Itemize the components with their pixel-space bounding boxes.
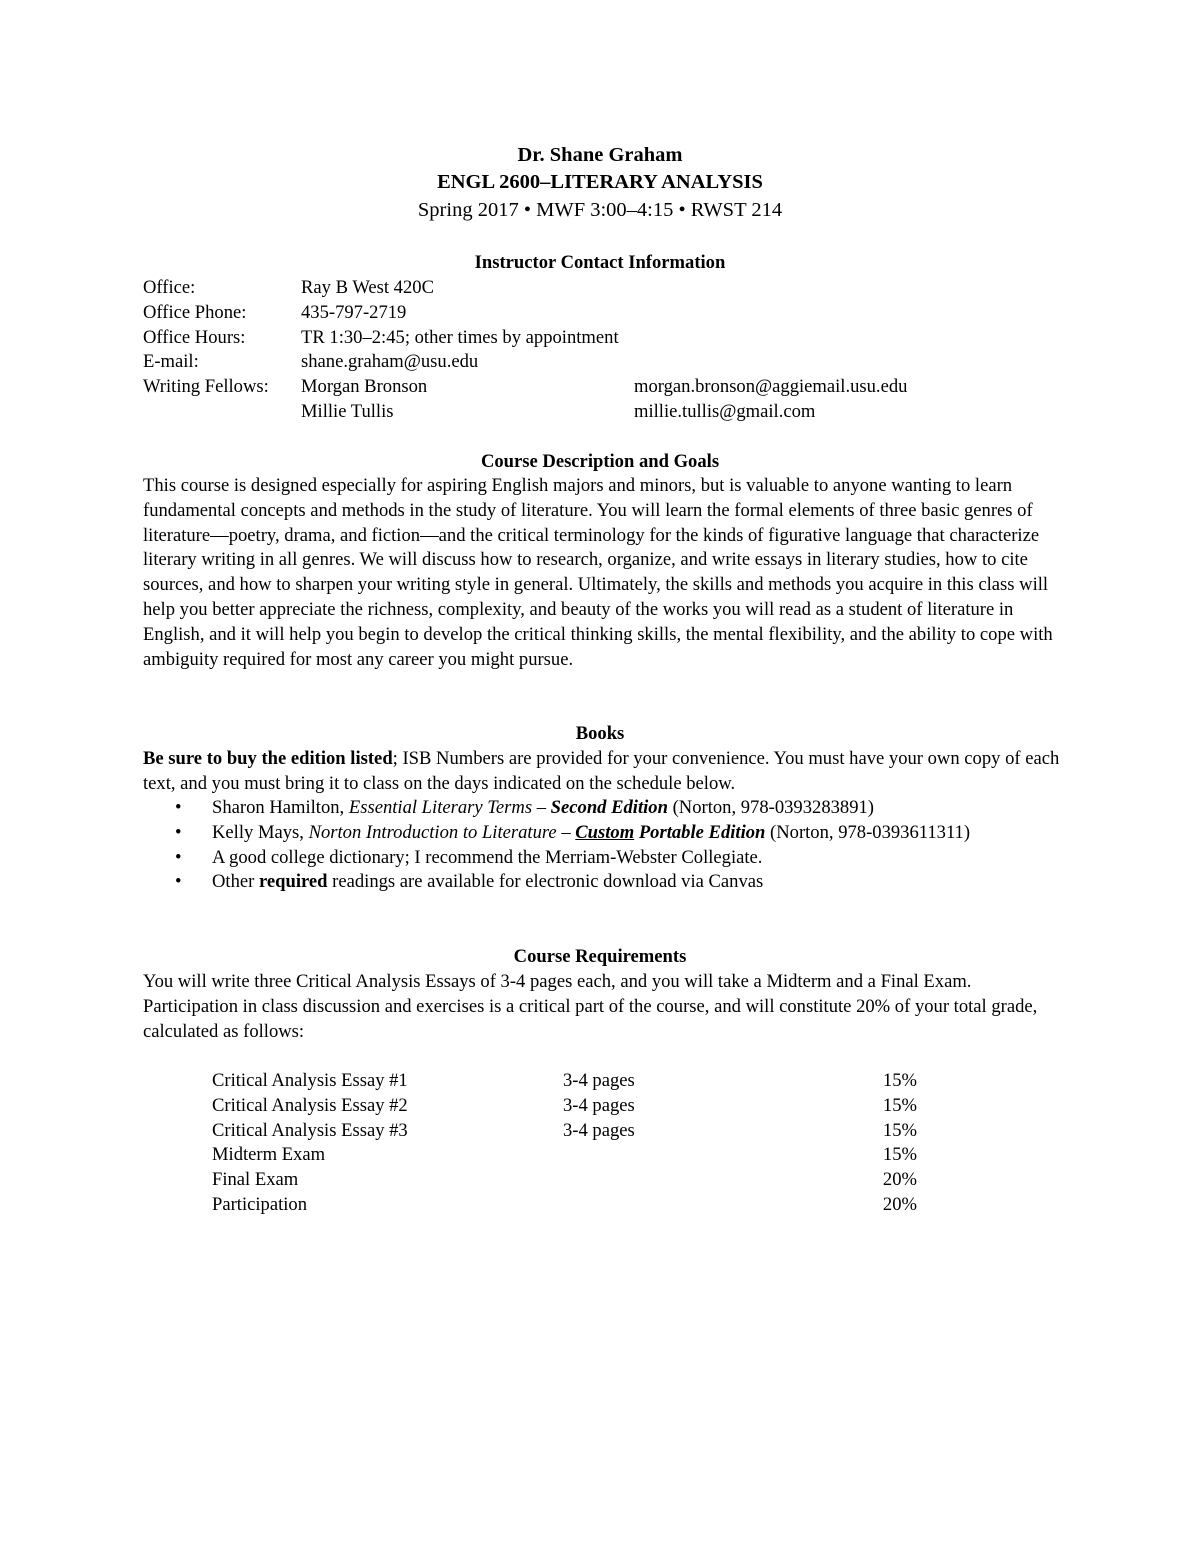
books-intro-text: ; ISB Numbers are provided for your convenience. You must have your own copy of each text, and you must bring it to class on the days indicated on the schedule below.: [143, 748, 1060, 794]
contact-row-fellow-1: [143, 375, 1043, 400]
contact-row-office: [143, 276, 1043, 301]
syllabus-header: [0, 142, 1200, 224]
contact-value: TR 1:30–2:45; other times by appointment: [301, 326, 619, 348]
bullet-icon: •: [175, 871, 182, 893]
contact-label: Writing Fellows:: [143, 376, 269, 398]
grade-weight: 15%: [882, 1070, 917, 1091]
grade-item: Participation: [212, 1193, 308, 1215]
grade-item: Midterm Exam: [212, 1144, 326, 1166]
book-custom-label: Custom: [575, 821, 635, 843]
list-item: [143, 870, 1043, 895]
bullet-icon: •: [175, 846, 182, 868]
list-text: Other: [212, 871, 259, 893]
grade-item: Critical Analysis Essay #1: [212, 1070, 408, 1091]
list-text: readings are available for electronic download via Canvas: [327, 871, 764, 893]
book-title: Norton Introduction to Literature –: [308, 821, 576, 843]
grade-item: Final Exam: [212, 1169, 299, 1191]
description-heading: Course Description and Goals: [480, 451, 720, 472]
book-edition: Second Edition: [550, 797, 668, 818]
list-item: [143, 821, 1043, 846]
grade-weight: 20%: [882, 1193, 917, 1215]
requirements-heading: Course Requirements: [513, 946, 687, 967]
description-paragraph: This course is designed especially for aspiring English majors and minors, but is valuable to anyone wanting to learn fundamental concepts and methods in the study of literature. You will learn the formal elements of three basic genres of literature—poetry, drama, and fiction—and the critical terminology for the kinds of figurative language that characterize literary writing in all genres. We will discuss how to research, organize, and write essays in literary studies, how to cite sources, and how to sharpen your writing style in general. Ultimately, the skills and methods you acquire in this class will help you better appreciate the richness, complexity, and beauty of the works you will read as a student of literature in English, and it will help you begin to develop the critical thinking skills, the mental flexibility, and the ability to cope with ambiguity required for most any career you might pursue.: [143, 475, 1053, 670]
book-publisher: (Norton, 978-0393283891): [667, 797, 874, 818]
table-row: [212, 1119, 932, 1144]
grade-item: Critical Analysis Essay #3: [212, 1119, 408, 1141]
book-publisher: (Norton, 978-0393611311): [765, 821, 971, 843]
contact-info: [143, 276, 1043, 425]
book-edition: Portable Edition: [634, 821, 766, 843]
book-dictionary: A good college dictionary; I recommend the Merriam-Webster Collegiate.: [212, 846, 763, 868]
grade-weight: 15%: [882, 1119, 917, 1141]
fellow-name: Millie Tullis: [301, 400, 394, 422]
contact-label: E-mail:: [143, 351, 199, 373]
grade-table: [212, 1069, 932, 1218]
table-row: [212, 1143, 932, 1168]
contact-row-email: [143, 350, 1043, 375]
contact-value: 435-797-2719: [301, 301, 407, 323]
grade-pages: 3-4 pages: [563, 1094, 635, 1116]
table-row: [212, 1193, 932, 1218]
contact-row-hours: [143, 326, 1043, 351]
contact-label: Office:: [143, 277, 196, 298]
list-item: [143, 846, 1043, 871]
contact-row-fellow-2: [143, 400, 1043, 425]
contact-label: Office Hours:: [143, 326, 246, 348]
bullet-icon: •: [175, 797, 182, 818]
book-title: Essential Literary Terms –: [348, 797, 551, 818]
table-row: [212, 1069, 932, 1094]
contact-label: Office Phone:: [143, 301, 247, 323]
fellow-email-link[interactable]: millie.tullis@gmail.com: [634, 400, 816, 422]
books-intro: [143, 747, 1063, 797]
grade-item: Critical Analysis Essay #2: [212, 1094, 408, 1116]
list-item: [143, 796, 1043, 821]
grade-weight: 15%: [882, 1094, 917, 1116]
course-title: ENGL 2600–LITERARY ANALYSIS: [437, 171, 763, 193]
table-row: [212, 1168, 932, 1193]
book-list: [143, 796, 1043, 895]
course-schedule: Spring 2017 • MWF 3:00–4:15 • RWST 214: [417, 199, 783, 221]
fellow-name: Morgan Bronson: [301, 376, 428, 398]
books-heading: Books: [575, 723, 625, 744]
grade-weight: 15%: [882, 1144, 917, 1166]
book-author: Kelly Mays,: [212, 821, 309, 843]
table-row: [212, 1094, 932, 1119]
required-emphasis: required: [258, 871, 328, 893]
book-author: Sharon Hamilton,: [212, 797, 349, 818]
grade-weight: 20%: [882, 1169, 917, 1191]
books-intro-bold: Be sure to buy the edition listed: [143, 748, 393, 769]
contact-heading: Instructor Contact Information: [474, 252, 726, 273]
grade-pages: 3-4 pages: [563, 1119, 635, 1141]
requirements-paragraph: You will write three Critical Analysis Essays of 3-4 pages each, and you will take a Midterm and a Final Exam. Participation in class discussion and exercises is a critical part of the course, and will constitute 20% of your total grade, calculated as follows:: [143, 971, 1038, 1042]
fellow-email-link[interactable]: morgan.bronson@aggiemail.usu.edu: [634, 376, 908, 398]
instructor-name: Dr. Shane Graham: [517, 144, 683, 166]
instructor-email-link[interactable]: shane.graham@usu.edu: [301, 351, 479, 373]
grade-pages: 3-4 pages: [563, 1070, 635, 1091]
contact-row-phone: [143, 301, 1043, 326]
contact-value: Ray B West 420C: [301, 277, 434, 298]
bullet-icon: •: [175, 821, 182, 843]
